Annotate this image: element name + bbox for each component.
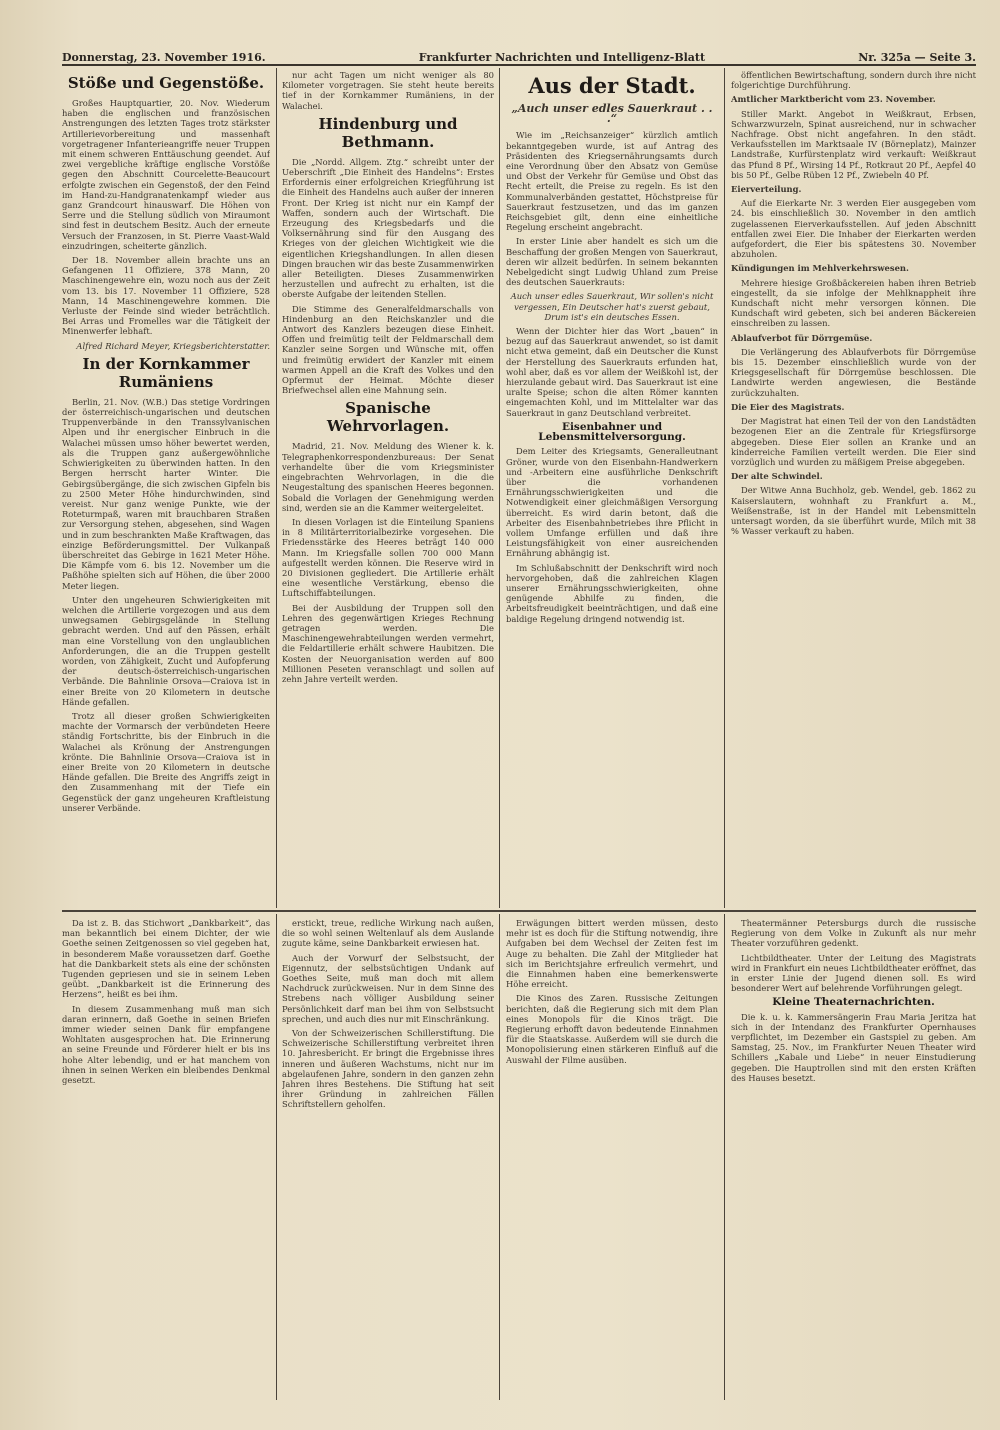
article-paragraph: Die Verlängerung des Ablaufverbots für Dörrgemüse bis 15. Dezember einschließlich wurde von der Kriegsgesellschaft für Dörrgemüse beschlossen. Die Landwirte werden angewiesen, die Bestände zurückzuhalten. <box>731 346 976 398</box>
column-rule <box>276 68 277 908</box>
header-paper-name: Frankfurter Nachrichten und Intelligenz-Blatt <box>418 51 706 64</box>
bottom-column-4 <box>731 918 976 1398</box>
article-paragraph: Da ist z. B. das Stichwort „Dankbarkeit“, das man bekanntlich bei einem Dichter, der wie Goethe seinen Zeitgenossen so viel gegeben hat, in besonderem Maße voraussetzen darf. Goethe hat die Dankbarkeit stets als eine der schönsten Tugenden gepriesen und sie in seinem Leben geübt. „Dankbarkeit ist die Erinnerung des Herzens“, heißt es bei ihm. <box>62 918 270 1000</box>
article-paragraph: Die k. u. k. Kammersängerin Frau Maria Jeritza hat sich in der Intendanz des Frankfurter Opernhauses verpflichtet, im Dezember ein Gastspiel zu geben. Am Samstag, 25. Nov., im Frankfurter Neuen Theater wird Schillers „Kabale und Liebe“ in neuer Einstudierung gegeben. Die Hauptrollen sind mit den ersten Kräften des Hauses besetzt. <box>731 1011 976 1083</box>
poem-quote: Auch unser edles Sauerkraut, Wir sollen's nicht vergessen, Ein Deutscher hat's zuerst gebaut, Drum ist's ein deutsches Essen. <box>510 291 714 322</box>
article-paragraph: nur acht Tagen um nicht weniger als 80 Kilometer vorgetragen. Sie steht heute bereits tief in der Kornkammer Rumäniens, in der Walachei. <box>282 70 494 111</box>
article-paragraph: Unter den ungeheuren Schwierigkeiten mit welchen die Artillerie vorgezogen und aus dem unwegsamen Gebirgsgelände in Stellung gebracht werden. Und auf den Pässen, erhält man eine Vorstellung von den unglaublichen Anforderungen, die an die Truppen gestellt worden, von Zähigkeit, Zucht und Aufopferung der deutsch-österreichisch-ungarischen Verbände. Die Bahnlinie Orsova—Craiova ist in einer Breite von 20 Kilometern in deutsche Hände gefallen. <box>62 594 270 707</box>
column-rule <box>499 68 500 908</box>
article-title: Stöße und Gegenstöße. <box>67 74 265 92</box>
bottom-column-2 <box>282 918 494 1398</box>
article-paragraph: Der Magistrat hat einen Teil der von den Landstädten bezogenen Eier an die Zentrale für Kriegsfürsorge abgegeben. Diese Eier sollen an Kranke und an kinderreiche Familien verteilt werden. Die Eier sind vorzüglich und wurden zu mäßigem Preise abgegeben. <box>731 416 976 467</box>
notice-heading: Ablaufverbot für Dörrgemüse. <box>731 332 873 343</box>
column-rule <box>499 914 500 1400</box>
article-paragraph: Der 18. November allein brachte uns an Gefangenen 11 Offiziere, 378 Mann, 20 Maschinengewehre ein, wozu noch aus der Zeit vom 13. bis 17. November 11 Offiziere, 528 Mann, 14 Maschinengewehre kommen. Die Verluste der Feinde sind wieder beträchtlich. Bei Arras und Fromelles war die Tätigkeit der Minenwerfer lebhaft. <box>62 255 270 337</box>
notice-heading: Kündigungen im Mehlverkehrswesen. <box>731 263 909 274</box>
section-divider <box>62 910 976 912</box>
article-paragraph: Stiller Markt. Angebot in Weißkraut, Erbsen, Schwarzwurzeln, Spinat ausreichend, nur in schwacher Nachfrage. Obst nicht angefahren. In den städt. Verkaufsstellen im Marktsaale IV (Börneplatz), Mainzer Landstraße, Kurfürstenplatz wird verkauft: Weißkraut das Pfund 8 Pf., Wirsing 14 Pf., Rotkraut 20 Pf., Aepfel 40 bis 50 Pf., Gelbe Rüben 12 Pf., Zwiebeln 40 Pf. <box>731 108 976 180</box>
article-paragraph: In diesen Vorlagen ist die Einteilung Spaniens in 8 Militärterritorialbezirke vorgesehen. Die Friedensstärke des Heeres beträgt 140 000 Mann. Im Kriegsfalle sollen 700 000 Mann aufgestellt werden können. Die Reserve wird in 20 Divisionen gegliedert. Die Artillerie erhält eine wesentliche Verstärkung, ebenso die Luftschiffabteilungen. <box>282 516 494 599</box>
article-paragraph: Berlin, 21. Nov. (W.B.) Das stetige Vordringen der österreichisch-ungarischen und deutschen Truppenverbände in den Transsylvanischen Alpen und ihr energischer Einbruch in die Walachei müssen umso höher bewertet werden, als die Truppen ganz außergewöhnliche Schwierigkeiten zu überwinden hatten. In den Bergen herrscht harter Winter. Die Gebirgsübergänge, die sich zwischen Gipfeln bis zu 2500 Meter Höhe hindurchwinden, sind vereist. Nur ganz wenige Punkte, wie der Roteturmpaß, waren mit brauchbaren Straßen zur Versorgung stehen, abgesehen, sind Wagen und in zum beschrankten Maße Kraftwagen, das einzige Beförderungsmittel. Der Vulkanpaß überschreitet das Gebirge in 1621 Meter Höhe. Die Kämpfe vom 6. bis 12. November um die Paßhöhe spielten sich auf Höhen, die über 2000 Meter liegen. <box>62 396 270 591</box>
article-title: Eisenbahner und Lebensmittelversorgung. <box>538 420 686 444</box>
article-title: In der Kornkammer Rumäniens <box>82 354 250 391</box>
notice-heading: Der alte Schwindel. <box>731 471 823 482</box>
bottom-column-3 <box>506 918 718 1398</box>
column-rule <box>276 914 277 1400</box>
article-paragraph: Erwägungen bittert werden müssen, desto mehr ist es doch für die Stiftung notwendig, ihre Aufgaben bei dem Wechsel der Zeiten fest im Auge zu behalten. Die Zahl der Mitglieder hat sich im Berichtsjahre erfreulich vermehrt, und die Einnahmen haben eine bemerkenswerte Höhe erreicht. <box>506 918 718 990</box>
article-paragraph: Mehrere hiesige Großbäckereien haben ihren Betrieb eingestellt, da sie infolge der Mehlknappheit ihre Kundschaft nicht mehr versorgen können. Die Kundschaft wird gebeten, sich bei anderen Bäckereien einschreiben zu lassen. <box>731 277 976 329</box>
article-paragraph: Auch der Vorwurf der Selbstsucht, der Eigennutz, der selbstsüchtigen Undank auf Goethes Seite, muß man doch mit allem Nachdruck zurückweisen. Nur in dem Sinne des Strebens nach völliger Ausbildung seiner Persönlichkeit darf man bei ihm von Selbstsucht sprechen, und auch dies nur mit Einschränkung. <box>282 952 494 1024</box>
article-signature: Alfred Richard Meyer, Kriegsberichterstatter. <box>76 340 270 351</box>
article-title: Spanische Wehrvorlagen. <box>326 399 450 436</box>
bottom-column-1 <box>62 918 270 1398</box>
article-paragraph: Dem Leiter des Kriegsamts, Generalleutnant Gröner, wurde von den Eisenbahn-Handwerkern und -Arbeitern eine ausführliche Denkschrift über die vorhandenen Ernährungsschwierigkeiten und die Notwendigkeit einer gleichmäßigen Versorgung überreicht. Es wird darin betont, daß die Arbeiter des Eisenbahnbetriebes ihre Pflicht in vollem Umfange erfüllen und daß ihre Leistungsfähigkeit von einer ausreichenden Ernährung abhängig ist. <box>506 446 718 559</box>
article-paragraph: Theatermänner Petersburgs durch die russische Regierung von dem Volke in Zukunft als nur mehr Theater vorzuführen gedenkt. <box>731 918 976 949</box>
article-title: Hindenburg und Bethmann. <box>318 114 458 151</box>
article-paragraph: Trotz all dieser großen Schwierigkeiten machte der Vormarsch der verbündeten Heere ständig Fortschritte, bis der Einbruch in die Walachei als Krönung der Anstrengungen krönte. Die Bahnlinie Orsova—Craiova ist in einer Breite von 20 Kilometern in deutsche Hände gefallen. Die Breite des Angriffs zeigt in den Zusammenhang mit der Tiefe ein Gegenstück der ganz ungeheuren Kraftleistung unserer Verbände. <box>62 710 270 813</box>
notice-heading: Eierverteilung. <box>731 184 802 195</box>
article-paragraph: öffentlichen Bewirtschaftung, sondern durch ihre nicht folgerichtige Durchführung. <box>731 70 976 91</box>
article-title: Kleine Theaternachrichten. <box>772 996 935 1009</box>
article-paragraph: Die Stimme des Generalfeldmarschalls von Hindenburg an den Reichskanzler und die Antwort des Kanzlers bezeugen diese Einheit. Offen und freimütig teilt der Feldmarschall dem Kanzler seine Sorgen und Wünsche mit, offen und freimütig erwidert der Kanzler mit einem warmen Appell an die Kraft des Volkes und den Opfermut der Heimat. Möchte dieser Briefwechsel allen eine Mahnung sein. <box>282 303 494 396</box>
column-rule <box>724 914 725 1400</box>
article-paragraph: Großes Hauptquartier, 20. Nov. Wiederum haben die englischen und französischen Anstrengungen des letzten Tages trotz stärkster Artillerievorbereitung und massenhaft vorgetragener Infanterieangriffe neuer Truppen mit einem schweren Enttäuschung geendet. Auf zwei vergebliche kräftige englische Vorstöße gegen den Abschnitt Courcelette-Beaucourt erfolgte zwischen ein Gegenstoß, der den Feind im Hand-zu-Handgranatenkampf wieder aus ganz Grandcourt hinauswarf. Die Höhen von Serre und die Stellung südlich von Miraumont sind fest in deutschem Besitz. Auch der erneute Versuch der Franzosen, in St. Pierre Vaast-Wald einzudringen, scheiterte gänzlich. <box>62 98 270 251</box>
column-rule <box>724 68 725 908</box>
article-paragraph: Auf die Eierkarte Nr. 3 werden Eier ausgegeben vom 24. bis einschließlich 30. November in den amtlich zugelassenen Eierverkaufsstellen. Auf jeden Abschnitt entfallen zwei Eier. Die Inhaber der Eierkarten werden aufgefordert, die Eier bis spätestens 30. November abzuholen. <box>731 198 976 260</box>
section-title: Aus der Stadt. <box>528 73 696 98</box>
article-paragraph: In erster Linie aber handelt es sich um die Beschaffung der großen Mengen von Sauerkraut, deren wir allzeit bedürfen. In seinem bekannten Nebelgedicht singt Ludwig Uhland zum Preise des deutschen Sauerkrauts: <box>506 236 718 288</box>
article-paragraph: Bei der Ausbildung der Truppen soll den Lehren des gegenwärtigen Krieges Rechnung getragen werden. Die Maschinengewehrabteilungen werden vermehrt, die Feldartillerie erhält schwere Haubitzen. Die Kosten der Neuorganisation werden auf 800 Millionen Peseten veranschlagt und sollen auf zehn Jahre verteilt werden. <box>282 602 494 684</box>
notice-heading: Die Eier des Magistrats. <box>731 401 845 412</box>
article-paragraph: Von der Schweizerischen Schillerstiftung. Die Schweizerische Schillerstiftung verbreitet ihren 10. Jahresbericht. Er bringt die Ergebnisse ihres inneren und äußeren Wachstums, nicht nur im abgelaufenen Jahre, sondern in den ganzen zehn Jahren ihres Bestehens. Die Stiftung hat seit ihrer Gründung in zahlreichen Fällen Schriftstellern geholfen. <box>282 1028 494 1110</box>
page-header <box>62 48 976 66</box>
article-paragraph: Madrid, 21. Nov. Meldung des Wiener k. k. Telegraphenkorrespondenzbureaus: Der Senat verhandelte über die vom Kriegsminister eingebrachten Wehrvorlagen, in die die Neugestaltung des spanischen Heeres begonnen. Sobald die Vorlagen der Genehmigung werden sind, werden sie an die Kammer weitergeleitet. <box>282 441 494 513</box>
article-paragraph: In diesem Zusammenhang muß man sich daran erinnern, daß Goethe in seinen Briefen immer wieder seinen Dank für empfangene Wohltaten ausgesprochen hat. Die Erinnerung an seine Freunde und Förderer hielt er bis ins hohe Alter lebendig, und er hat manchem von ihnen in seinen Werken ein bleibendes Denkmal gesetzt. <box>62 1003 270 1086</box>
article-paragraph: Wie im „Reichsanzeiger“ kürzlich amtlich bekanntgegeben wurde, ist auf Antrag des Präsidenten des Kriegsernährungsamts durch eine Verordnung über den Absatz von Gemüse und Obst der Verkehr für Gemüse und Obst das Recht erteilt, die Preise zu regeln. Es ist den Kommunalverbänden gestattet, Höchstpreise für Sauerkraut festzusetzen, und das im ganzen Reichsgebiet gilt, denn eine einheitliche Regelung erscheint angebracht. <box>506 130 718 233</box>
column-1 <box>62 70 270 906</box>
column-4 <box>731 70 976 906</box>
notice-heading: Amtlicher Marktbericht vom 23. November. <box>731 94 936 105</box>
column-2 <box>282 70 494 906</box>
article-paragraph: Im Schlußabschnitt der Denkschrift wird noch hervorgehoben, daß die zahlreichen Klagen unserer Ernährungsschwierigkeiten, ohne genügende Abhilfe zu finden, die Arbeitsfreudigkeit beeinträchtigen, und daß eine baldige Regelung dringend notwendig ist. <box>506 562 718 624</box>
header-date: Donnerstag, 23. November 1916. <box>62 51 266 64</box>
article-paragraph: Die „Nordd. Allgem. Ztg.“ schreibt unter der Ueberschrift „Die Einheit des Handelns“: Erstes Erfordernis einer erfolgreichen Kriegführung ist die Einheit des Handelns auch außer der inneren Front. Der Krieg ist nicht nur ein Kampf der Waffen, sondern auch der Wirtschaft. Die Erzeugung des Kriegsbedarfs und die Volksernährung sind für den Ausgang des Krieges von der gleichen Wichtigkeit wie die eigentlichen Kriegshandlungen. In allen diesen Dingen brauchen wir das beste Zusammenwirken aller Beteiligten. Dieses Zusammenwirken herzustellen und aufrecht zu erhalten, ist die oberste Aufgabe der leitenden Stellen. <box>282 156 494 300</box>
article-paragraph: Wenn der Dichter hier das Wort „bauen“ in bezug auf das Sauerkraut anwendet, so ist damit nicht etwa gemeint, daß ein Deutscher die Kunst der Herstellung des Sauerkrauts erfunden hat, wohl aber, daß es vor allem der Weißkohl ist, der hierzulande gebaut wird. Das Sauerkraut ist eine uralte Speise; schon die alten Römer kannten eingemachten Kohl, und im Mittelalter war das Sauerkraut in ganz Deutschland verbreitet. <box>506 326 718 418</box>
article-subtitle: „Auch unser edles Sauerkraut . . .“ <box>511 102 713 126</box>
article-paragraph: Lichtbildtheater. Unter der Leitung des Magistrats wird in Frankfurt ein neues Lichtbildtheater eröffnet, das in erster Linie der Jugend dienen soll. Es wird besonderer Wert auf belehrende Vorführungen gelegt. <box>731 952 976 994</box>
header-page-number: Nr. 325a — Seite 3. <box>858 51 976 64</box>
article-paragraph: erstickt, treue, redliche Wirkung nach außen, die so wohl seinen Weltenlauf als dem Auslande zugute käme, seine Dankbarkeit erwiesen hat. <box>282 918 494 949</box>
article-paragraph: Der Witwe Anna Buchholz, geb. Wendel, geb. 1862 zu Kaiserslautern, wohnhaft zu Frankfurt a. M., Weißenstraße, ist in der Handel mit Lebensmitteln untersagt worden, da sie überführt wurde, Milch mit 38 % Wasser verkauft zu haben. <box>731 485 976 537</box>
column-3 <box>506 70 718 906</box>
article-paragraph: Die Kinos des Zaren. Russische Zeitungen berichten, daß die Regierung sich mit dem Plan eines Monopols für die Kinos trägt. Die Regierung erhofft davon bedeutende Einnahmen für die Staatskasse. Außerdem will sie durch die Monopolisierung einen stärkeren Einfluß auf die Auswahl der Filme ausüben. <box>506 993 718 1065</box>
